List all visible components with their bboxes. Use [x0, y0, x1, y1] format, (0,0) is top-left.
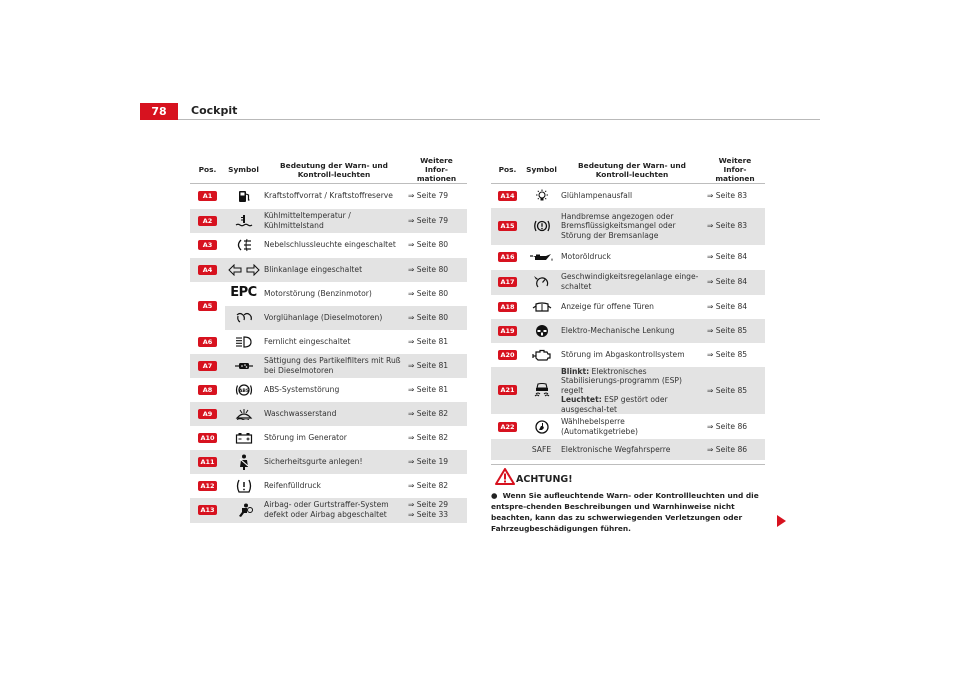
warning-body	[491, 490, 765, 534]
position-badge: A19	[498, 326, 517, 336]
col-header-more-info: Weitere Infor-mationen	[705, 156, 765, 184]
col-header-pos: Pos.	[190, 156, 225, 184]
tire-pressure-icon	[227, 479, 260, 493]
position-badge: A1	[198, 191, 217, 201]
door-open-icon	[526, 301, 557, 313]
meaning-text: Elektronische Wegfahrsperre	[559, 439, 705, 460]
page-reference: ⇒ Seite 80	[406, 306, 467, 330]
table-row	[190, 330, 467, 354]
page-reference: ⇒ Seite 84	[705, 295, 765, 319]
page-reference: ⇒ Seite 82	[406, 426, 467, 450]
bulb-failure-icon	[526, 189, 557, 203]
page-reference: ⇒ Seite 84	[705, 245, 765, 270]
table-row	[190, 209, 467, 233]
position-badge: A8	[198, 385, 217, 395]
meaning-text: Reifenfülldruck	[262, 474, 406, 498]
meaning-text: Störung im Abgaskontrollsystem	[559, 343, 705, 367]
page-reference: ⇒ Seite 85	[705, 367, 765, 415]
position-badge: A11	[198, 457, 217, 467]
table-row	[491, 245, 765, 270]
meaning-text: Vorglühanlage (Dieselmotoren)	[262, 306, 406, 330]
page-reference: ⇒ Seite 85	[705, 319, 765, 343]
meaning-text	[559, 367, 705, 415]
table-row	[190, 306, 467, 330]
meaning-text: Waschwasserstand	[262, 402, 406, 426]
page-reference: ⇒ Seite 86	[705, 439, 765, 460]
page-reference: ⇒ Seite 79	[406, 184, 467, 209]
high-beam-icon	[227, 336, 260, 348]
table-row	[190, 498, 467, 523]
table-row	[491, 295, 765, 319]
meaning-text: Geschwindigkeitsregelanlage einge-schaltet	[559, 270, 705, 295]
epc-icon: EPC	[230, 285, 257, 301]
page-reference: ⇒ Seite 29	[408, 500, 449, 510]
table-row	[190, 426, 467, 450]
warning-text: Wenn Sie aufleuchtende Warn- oder Kontrollleuchten und die entspre-chenden Beschreibungen und Warnhinweise nicht beachten, kann das zu schwerwiegenden Verletzungen oder Fahrzeugbeschädigungen führen.	[491, 491, 759, 533]
page-reference: ⇒ Seite 84	[705, 270, 765, 295]
washer-fluid-icon	[227, 408, 260, 420]
airbag-icon	[227, 503, 260, 517]
meaning-text: Blinkanlage eingeschaltet	[262, 258, 406, 282]
page-reference: ⇒ Seite 81	[406, 378, 467, 402]
meaning-text: Fernlicht eingeschaltet	[262, 330, 406, 354]
page-reference: ⇒ Seite 80	[406, 282, 467, 306]
position-badge: A2	[198, 216, 217, 226]
table-row	[190, 282, 467, 306]
meaning-text: Motoröldruck	[559, 245, 705, 270]
table-row	[190, 474, 467, 498]
meaning-text: ABS-Systemstörung	[262, 378, 406, 402]
position-badge: A16	[498, 252, 517, 262]
table-row	[491, 367, 765, 415]
blinkt-text: Elektronisches Stabilisierungs-programm (ESP) regelt	[561, 366, 682, 395]
table-row	[190, 450, 467, 474]
svg-text:ABS: ABS	[238, 388, 249, 394]
table-row	[491, 184, 765, 208]
position-badge: A15	[498, 221, 517, 231]
abs-icon	[227, 383, 260, 397]
page-reference: ⇒ Seite 85	[705, 343, 765, 367]
engine-icon	[526, 349, 557, 361]
col-header-symbol: Symbol	[225, 156, 262, 184]
table-row	[491, 319, 765, 343]
warning-lights-table-right	[491, 156, 765, 460]
page-reference: ⇒ Seite 83	[705, 184, 765, 208]
position-badge: A7	[198, 361, 217, 371]
safe-indicator: SAFE	[531, 445, 552, 455]
table-row	[491, 439, 765, 460]
table-row	[190, 233, 467, 258]
meaning-text: Elektro-Mechanische Lenkung	[559, 319, 705, 343]
blinkt-label: Blinkt:	[561, 366, 590, 376]
brake-warning-icon	[526, 219, 557, 233]
warning-box	[491, 464, 765, 533]
fuel-pump-icon	[227, 189, 260, 203]
table-row	[190, 354, 467, 378]
meaning-text: Glühlampenausfall	[559, 184, 705, 208]
position-badge: A21	[498, 385, 517, 395]
position-badge: A22	[498, 422, 517, 432]
meaning-text: Sicherheitsgurte anlegen!	[262, 450, 406, 474]
meaning-text: Anzeige für offene Türen	[559, 295, 705, 319]
page-reference: ⇒ Seite 19	[406, 450, 467, 474]
meaning-text: Störung im Generator	[262, 426, 406, 450]
position-badge: A6	[198, 337, 217, 347]
next-page-arrow-icon	[777, 512, 786, 531]
col-header-symbol: Symbol	[524, 156, 559, 184]
position-badge: A4	[198, 265, 217, 275]
table-row	[491, 414, 765, 439]
seat-belt-icon	[227, 454, 260, 470]
turn-signal-arrows-icon	[227, 264, 260, 276]
meaning-text: Nebelschlussleuchte eingeschaltet	[262, 233, 406, 258]
page-reference: ⇒ Seite 80	[406, 258, 467, 282]
oil-pressure-icon	[526, 252, 557, 262]
table-row	[491, 343, 765, 367]
page-reference-secondary: ⇒ Seite 33	[408, 510, 449, 519]
meaning-text: Handbremse angezogen oder Bremsflüssigkeitsmangel oder Störung der Bremsanlage	[559, 208, 705, 245]
page-number: 78	[140, 103, 178, 120]
glow-plug-icon	[227, 312, 260, 324]
position-badge: A3	[198, 240, 217, 250]
page-reference: ⇒ Seite 80	[406, 233, 467, 258]
table-row	[491, 270, 765, 295]
bullet-icon: ●	[491, 491, 498, 500]
col-header-meaning: Bedeutung der Warn- und Kontroll-leuchten	[262, 156, 406, 184]
page-reference: ⇒ Seite 81	[406, 330, 467, 354]
warning-triangle-icon	[495, 468, 515, 489]
esp-icon	[526, 382, 557, 398]
header-divider	[178, 119, 820, 120]
position-badge: A5	[198, 301, 217, 311]
rear-fog-light-icon	[227, 238, 260, 252]
coolant-temperature-icon	[227, 214, 260, 228]
position-badge: A17	[498, 277, 517, 287]
col-header-meaning: Bedeutung der Warn- und Kontroll-leuchten	[559, 156, 705, 184]
battery-icon	[227, 432, 260, 444]
gear-lever-icon	[526, 420, 557, 434]
page-reference: ⇒ Seite 82	[406, 402, 467, 426]
position-badge: A9	[198, 409, 217, 419]
warning-lights-table-left	[190, 156, 467, 523]
cruise-control-icon	[526, 275, 557, 289]
page-reference: ⇒ Seite 79	[406, 209, 467, 233]
table-row	[190, 258, 467, 282]
position-badge: A18	[498, 302, 517, 312]
meaning-text: Motorstörung (Benzinmotor)	[262, 282, 406, 306]
position-badge: A20	[498, 350, 517, 360]
col-header-pos: Pos.	[491, 156, 524, 184]
table-row	[190, 184, 467, 209]
particle-filter-icon	[227, 361, 260, 371]
steering-wheel-icon	[526, 324, 557, 338]
page-reference: ⇒ Seite 83	[705, 208, 765, 245]
meaning-text: Kraftstoffvorrat / Kraftstoffreserve	[262, 184, 406, 209]
meaning-text: Wählhebelsperre (Automatikgetriebe)	[559, 414, 705, 439]
page-reference: ⇒ Seite 81	[406, 354, 467, 378]
table-row	[190, 378, 467, 402]
warning-title: ACHTUNG!	[516, 474, 573, 485]
table-row	[190, 402, 467, 426]
meaning-text: Sättigung des Partikelfilters mit Ruß bei Dieselmotoren	[262, 354, 406, 378]
meaning-text: Kühlmitteltemperatur / Kühlmittelstand	[262, 209, 406, 233]
position-badge: A12	[198, 481, 217, 491]
meaning-text: Airbag- oder Gurtstraffer-System defekt oder Airbag abgeschaltet	[262, 498, 406, 523]
position-badge: A10	[198, 433, 217, 443]
page-reference: ⇒ Seite 86	[705, 414, 765, 439]
table-row	[491, 208, 765, 245]
position-badge: A14	[498, 191, 517, 201]
col-header-more-info: Weitere Infor-mationen	[406, 156, 467, 184]
page-reference: ⇒ Seite 82	[406, 474, 467, 498]
page-title: Cockpit	[191, 104, 238, 117]
leuchtet-text: ESP gestört oder ausgeschal-tet	[561, 395, 668, 414]
leuchtet-label: Leuchtet:	[561, 395, 602, 405]
position-badge: A13	[198, 505, 217, 515]
